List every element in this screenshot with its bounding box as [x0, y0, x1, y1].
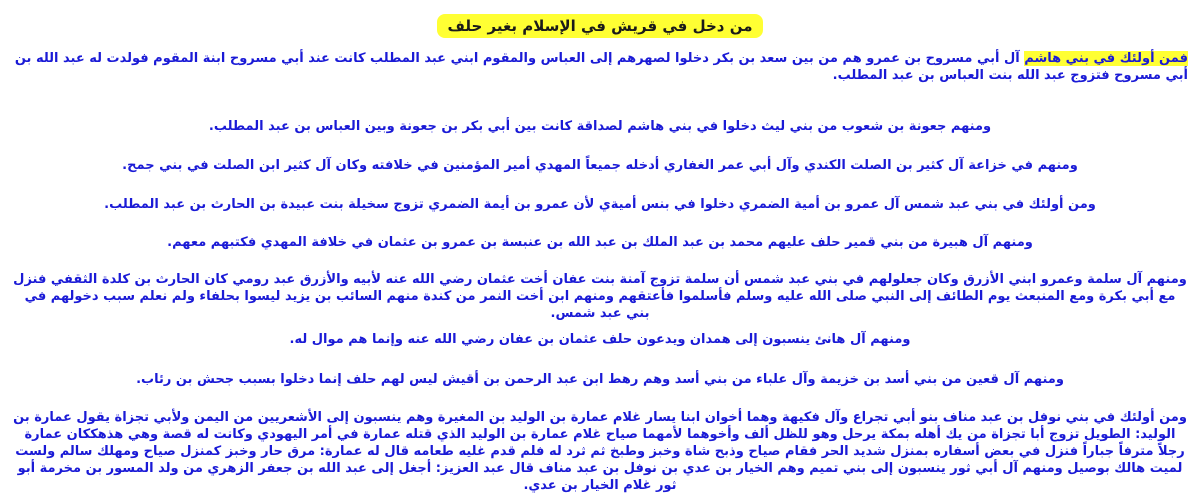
paragraph-bani-hashim	[12, 50, 1188, 84]
title-row	[12, 8, 1188, 42]
paragraph-salama: ومنهم آل سلمة وعمرو ابني الأزرق وكان جعلولهم في بني عبد شمس أن سلمة تزوج آمنة بنت عفان أخت عثمان رضي الله عنه لأبيه والأزرق عبد رومي كان الحارث بن كلدة الثقفي فنزل مع أبي بكرة ومع المنبعث يوم الطائف إلى النبي صلى الله عليه وسلم فأسلموا فأعتقهم ومنهم ابن أخت النمر من كندة منهم السائب بن يزيد ليسوا بحلفاء ولم نعلم سبب دخولهم في بني عبد شمس.	[13, 272, 1187, 321]
paragraph-jauna: ومنهم جعونة بن شعوب من بني ليث دخلوا في بني هاشم لصداقة كانت بين أبي بكر بن جعونة وبين العباس بن عبد المطلب.	[208, 119, 992, 134]
paragraph-hani: ومنهم آل هانئ ينسبون إلى همدان ويدعون حلف عثمان بن عفان رضي الله عنه وإنما هم موال له.	[289, 332, 911, 347]
paragraph-hubayra: ومنهم آل هبيرة من بني قمير حلف عليهم محمد بن عبد الملك بن عبد الله بن عنبسة بن عمرو بن عثمان في خلافة المهدي فكتبهم معهم.	[167, 235, 1033, 250]
paragraph-quayn: ومنهم آل قعين من بني أسد بن خزيمة وآل علباء من بني أسد وهم رهط ابن عبد الرحمن بن أقيش ليس لهم حلف إنما دخلوا بسبب جحش بن رئاب.	[136, 372, 1064, 387]
paragraph-nawfal: ومن أولئك في بني نوفل بن عبد مناف بنو أبي تجراع وآل فكيهة وهما أخوان ابنا يسار غلام عمارة بن الوليد بن المغيرة وهم ينسبون إلى الأشعريين من اليمن ولأبي تجزاة يقول عمارة بن الوليد: الطويل تزوج أبا تجزاة من يك أهله بمكة يرحل وهو للظل ألف وأخوهما لأمهما صياح غلام عمارة بن الوليد الذي قتله عمارة في أمر اليهودي وكانت له قصة وهي هذهككان عمارة رجلاً مترفاً جباراً فنزل في بعض أسفاره بمنزل شديد الحر فقام صياح وذبح شاة وخبز وطبخ ثم ثرد له فلم قدم غليه طعامه قال له عمارة: مرق حار وخبز كمنزل صياح ومهلك سالم ولست لميت هالك بوصيل ومنهم آل أبي ثور ينسبون إلى بني تميم وهم الخيار بن عدي بن نوفل بن عبد مناف قال عبد العزيز: أجغل إلى عبد الله بن جعفر الزهري من ولد المسور بن مخرمة أبو ثور غلام الخيار بن عدي.	[13, 410, 1187, 493]
page-title: من دخل في قريش في الإسلام بغير حلف	[437, 14, 762, 38]
highlighted-phrase: فمن أولئك في بني هاشم	[1024, 51, 1188, 66]
paragraph-khuzaa: ومنهم في خزاعة آل كثير بن الصلت الكندي وآل أبي عمر الغفاري أدخله جميعاً المهدي أمير المؤمنين في خلافته وكان آل كثير ابن الصلت في بني جمح.	[122, 158, 1078, 173]
paragraph-abd-shams: ومن أولئك في بني عبد شمس آل عمرو بن أمية الضمري دخلوا في بنس أميةي لأن عمرو بن أيمة الضمري تزوج سخيلة بنت عبيدة بن الحارث بن عبد المطلب.	[104, 197, 1096, 212]
paragraph-text: آل أبي مسروح بن عمرو هم من بين سعد بن بكر دخلوا لصهرهم إلى العباس والمقوم ابني عبد المطلب كانت عند أبي مسروح ابنة المقوم فولدت له عبد الله بن أبي مسروح فتزوج عبد الله بنت العباس بن عبد المطلب.	[14, 51, 1188, 83]
